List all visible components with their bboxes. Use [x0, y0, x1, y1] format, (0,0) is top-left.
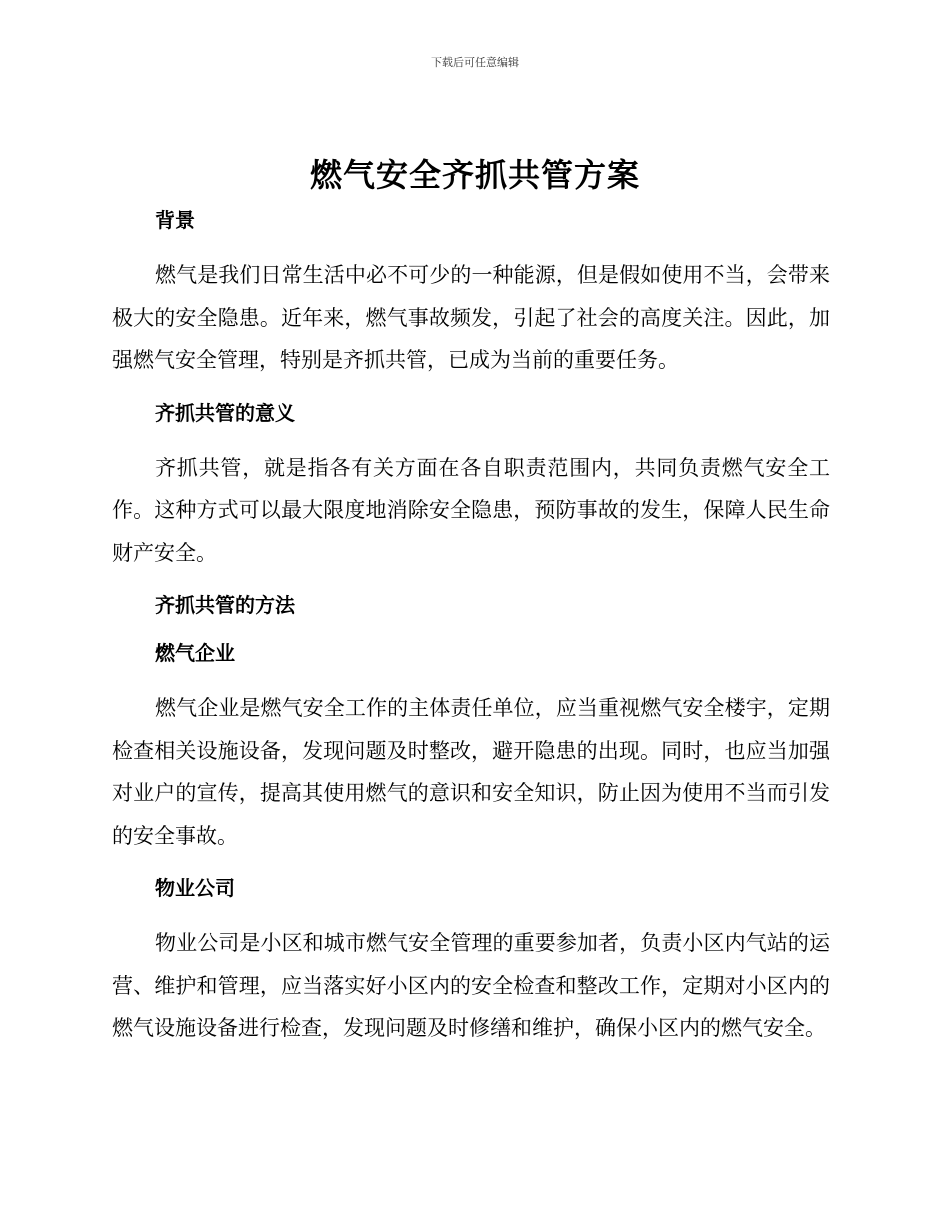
section-heading-methods: 齐抓共管的方法 [155, 593, 295, 617]
section-paragraph-property-company: 物业公司是小区和城市燃气安全管理的重要参加者，负责小区内气站的运营、维护和管理，应当落实好小区内的安全检查和整改工作，定期对小区内的燃气设施设备进行检查，发现问题及时修缮和维护，确保小区内的燃气安全。 [112, 931, 830, 1040]
section-heading-gas-enterprise: 燃气企业 [155, 641, 235, 665]
section-heading-background: 背景 [155, 208, 195, 232]
section-paragraph-gas-enterprise: 燃气企业是燃气安全工作的主体责任单位，应当重视燃气安全楼宇，定期检查相关设施设备，发现问题及时整改，避开隐患的出现。同时，也应当加强对业户的宣传，提高其使用燃气的意识和安全知识，防止因为使用不当而引发的安全事故。 [112, 696, 830, 848]
section-paragraph-background: 燃气是我们日常生活中必不可少的一种能源，但是假如使用不当，会带来极大的安全隐患。近年来，燃气事故频发，引起了社会的高度关注。因此，加强燃气安全管理，特别是齐抓共管，已成为当前的重要任务。 [112, 263, 830, 372]
section-paragraph-significance: 齐抓共管，就是指各有关方面在各自职责范围内，共同负责燃气安全工作。这种方式可以最大限度地消除安全隐患，预防事故的发生，保障人民生命财产安全。 [112, 455, 830, 565]
document-title: 燃气安全齐抓共管方案 [309, 156, 640, 194]
document-body [112, 200, 830, 1067]
page-header-note: 下载后可任意编辑 [431, 56, 519, 69]
section-heading-significance: 齐抓共管的意义 [155, 400, 295, 425]
section-heading-property-company: 物业公司 [155, 876, 235, 900]
